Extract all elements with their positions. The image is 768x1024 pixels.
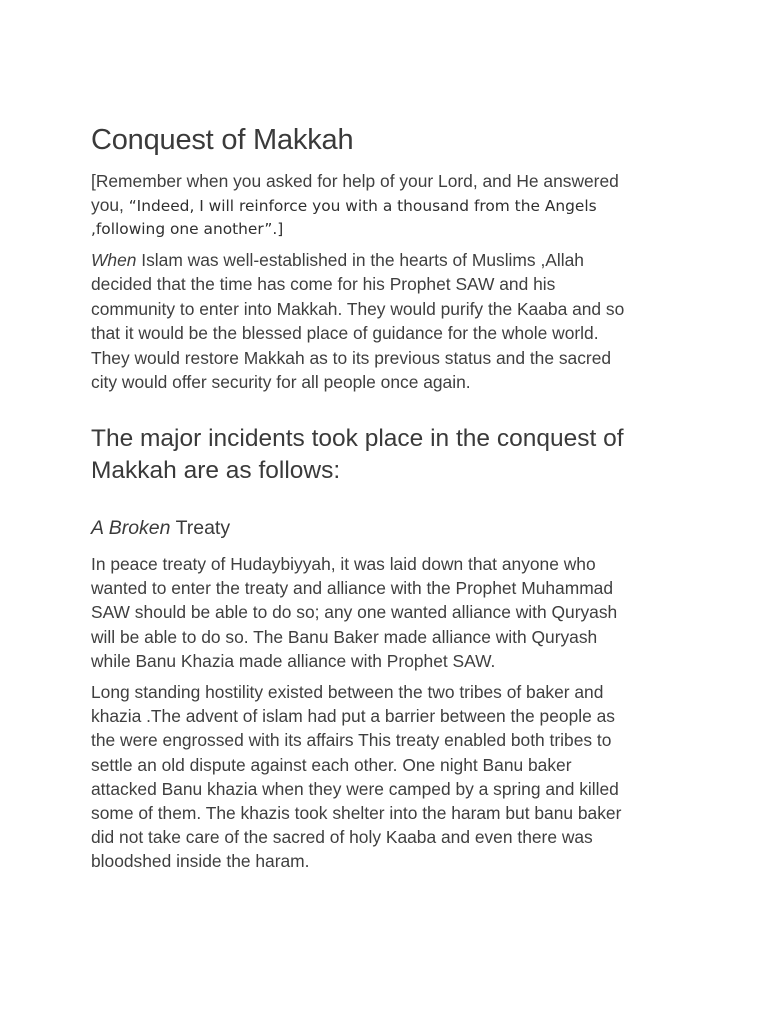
treaty-line: SAW should be able to do so; any one wanted alliance with Quryash bbox=[91, 602, 618, 623]
intro-paragraph bbox=[91, 248, 681, 394]
hostility-line: some of them. The khazis took shelter into the haram but banu baker bbox=[91, 803, 622, 824]
intro-line-1 bbox=[91, 248, 681, 272]
intro-line-3: community to enter into Makkah. They would purify the Kaaba and so bbox=[91, 298, 625, 319]
subheading-italic: A Broken bbox=[91, 517, 171, 539]
hostility-line: bloodshed inside the haram. bbox=[91, 851, 310, 872]
intro-line-2: decided that the time has come for his Prophet SAW and his bbox=[91, 274, 556, 295]
treaty-line: In peace treaty of Hudaybiyyah, it was laid down that anyone who bbox=[91, 554, 596, 574]
intro-line-4: that it would be the blessed place of guidance for the whole world. bbox=[91, 323, 599, 344]
treaty-line: while Banu Khazia made alliance with Prophet SAW. bbox=[91, 650, 496, 671]
section-heading bbox=[91, 423, 681, 487]
subheading-broken-treaty bbox=[91, 517, 230, 540]
quote-line-3: ,following one another”.] bbox=[91, 220, 284, 238]
quran-quote bbox=[91, 170, 681, 242]
treaty-line: wanted to enter the treaty and alliance with the Prophet Muhammad bbox=[91, 578, 614, 599]
hostility-line: Long standing hostility existed between the two tribes of baker and bbox=[91, 682, 604, 702]
quote-line-2-emphasis: “Indeed, I will reinforce you with a thousand from the Angels bbox=[128, 196, 597, 215]
subheading-rest: Treaty bbox=[170, 517, 231, 539]
page-title: Conquest of Makkah bbox=[91, 124, 354, 156]
hostility-line: did not take care of the sacred of holy Kaaba and even there was bbox=[91, 827, 593, 848]
hostility-line: attacked Banu khazia when they were camped by a spring and killed bbox=[91, 778, 619, 799]
section-heading-line-2: Makkah are as follows: bbox=[91, 457, 341, 484]
hostility-paragraph bbox=[91, 680, 681, 874]
section-heading-line-1: The major incidents took place in the conquest of bbox=[91, 425, 624, 452]
quote-line-2 bbox=[91, 194, 681, 219]
treaty-line: will be able to do so. The Banu Baker made alliance with Quryash bbox=[91, 626, 598, 647]
intro-line-6: city would offer security for all people once again. bbox=[91, 372, 471, 393]
intro-line-5: They would restore Makkah as to its previous status and the sacred bbox=[91, 347, 612, 368]
treaty-paragraph bbox=[91, 552, 681, 673]
intro-line-1-rest: Islam was well-established in the hearts of Muslims ,Allah bbox=[136, 250, 584, 270]
hostility-line: the were engrossed with its affairs This treaty enabled both tribes to bbox=[91, 730, 612, 751]
hostility-line: khazia .The advent of islam had put a barrier between the people as bbox=[91, 706, 615, 727]
hostility-line: settle an old dispute against each other. One night Banu baker bbox=[91, 754, 572, 775]
intro-lead-word: When bbox=[91, 250, 137, 270]
quote-line-2-start: you, bbox=[91, 194, 129, 215]
quote-line-1: [Remember when you asked for help of your Lord, and He answered bbox=[91, 171, 619, 191]
